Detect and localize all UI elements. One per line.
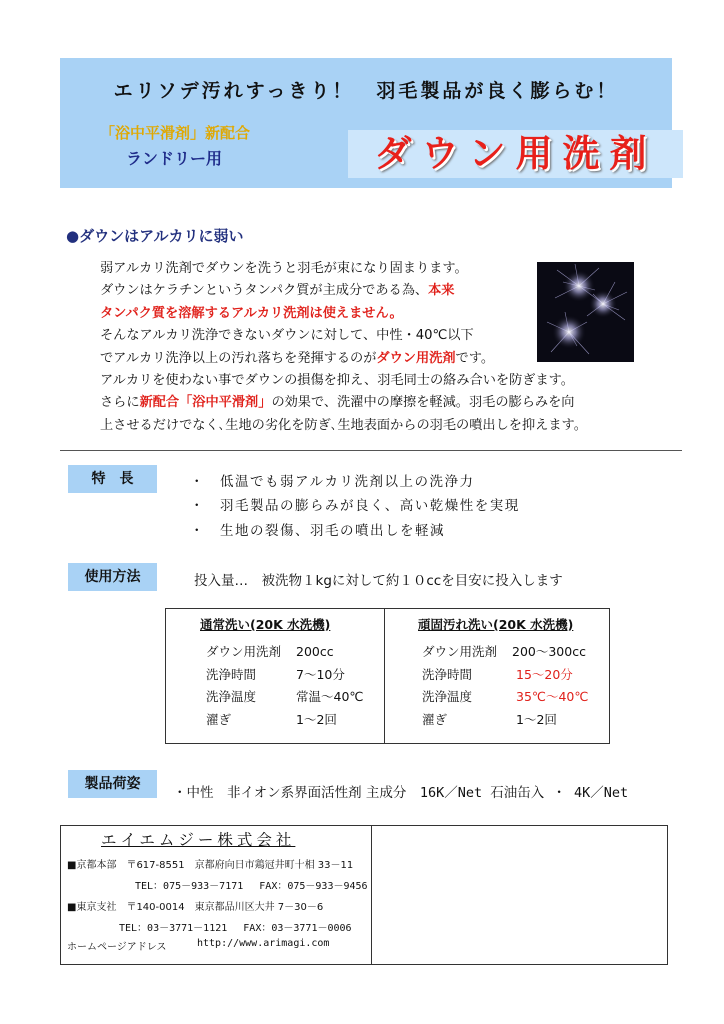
table-divider (384, 609, 385, 743)
packaging-label: 製品荷姿 (68, 770, 157, 798)
text-line: ダウンはケラチンというタンパク質が主成分である為、本来 (100, 283, 455, 299)
feature-item: ・ 生地の裂傷、羽毛の噴出しを軽減 (190, 523, 445, 539)
header-banner (60, 58, 672, 188)
text-line: 上させるだけでなく､生地の劣化を防ぎ､生地表面からの羽毛の噴出しを抑えます。 (100, 417, 587, 433)
company-info-box (60, 825, 668, 965)
homepage-label: ホームページアドレス (67, 942, 167, 953)
divider (60, 450, 682, 451)
heavy-wash-title: 頑固汚れ洗い(20K 水洗機) (418, 617, 574, 632)
text-line: 弱アルカリ洗剤でダウンを洗うと羽毛が束になり固まります。 (100, 261, 468, 276)
product-title: ダウン用洗剤 (374, 132, 657, 175)
text-line: そんなアルカリ洗浄できないダウンに対して、中性・40℃以下 (100, 328, 474, 344)
company-box-divider (371, 826, 372, 964)
text-line: さらに新配合「浴中平滑剤」の効果で、洗濯中の摩擦を軽減。羽毛の膨らみを向 (100, 395, 575, 411)
tokyo-address: ■東京支社 〒140-0014 東京都品川区大井 7－30－6 (67, 902, 324, 913)
usage-label: 使用方法 (68, 563, 157, 591)
text-line: でアルカリ洗浄以上の汚れ落ちを発揮するのがダウン用洗剤です。 (100, 350, 495, 366)
table-row: 洗浄時間 15～20分 (422, 666, 573, 682)
laundry-label: ランドリー用 (126, 149, 223, 168)
table-row: 洗浄温度 35℃～40℃ (422, 689, 589, 704)
text-line: タンパク質を溶解するアルカリ洗剤は使えません。 (100, 305, 403, 321)
table-row: 洗浄時間 7～10分 (206, 666, 345, 682)
table-row: 濯ぎ 1～2回 (422, 711, 557, 727)
new-formula-label: 「浴中平滑剤」新配合 (100, 124, 251, 142)
section-heading: ●ダウンはアルカリに弱い (66, 227, 244, 245)
homepage-link[interactable]: http://www.arimagi.com (197, 938, 330, 949)
feature-item: ・ 低温でも弱アルカリ洗剤以上の洗浄力 (190, 474, 475, 490)
usage-text: 投入量… 被洗物１kgに対して約１０ccを目安に投入します (194, 573, 563, 589)
packaging-text: ・中性 非イオン系界面活性剤 主成分 16K／Net 石油缶入 ・ 4K／Net (173, 785, 629, 801)
heavy-wash-column (418, 615, 603, 731)
table-row: 濯ぎ 1～2回 (206, 711, 337, 727)
tagline: エリソデ汚れすっきり！ 羽毛製品が良く膨らむ！ (113, 80, 619, 102)
normal-wash-column (200, 615, 380, 731)
normal-wash-title: 通常洗い(20K 水洗機) (200, 617, 331, 632)
features-label: 特 長 (68, 465, 157, 493)
table-row: 洗浄温度 常温～40℃ (206, 689, 364, 704)
feature-item: ・ 羽毛製品の膨らみが良く、高い乾燥性を実現 (190, 498, 520, 514)
hq-phone: TEL：075－933－7171 FAX：075－933－9456 (135, 881, 368, 892)
company-name: エイエムジー株式会社 (101, 831, 296, 849)
table-row: ダウン用洗剤 200cc (206, 644, 334, 659)
usage-table (165, 608, 610, 744)
table-row: ダウン用洗剤 200～300cc (422, 644, 586, 659)
tokyo-phone: TEL：03－3771－1121 FAX：03－3771－0006 (119, 923, 352, 934)
down-feather-image (537, 262, 634, 362)
hq-address: ■京都本部 〒617-8551 京都府向日市鶏冠井町十相 33－11 (67, 860, 354, 871)
text-line: アルカリを使わない事でダウンの損傷を抑え、羽毛同士の絡み合いを防ぎます。 (100, 373, 574, 389)
product-title-box (348, 130, 683, 178)
